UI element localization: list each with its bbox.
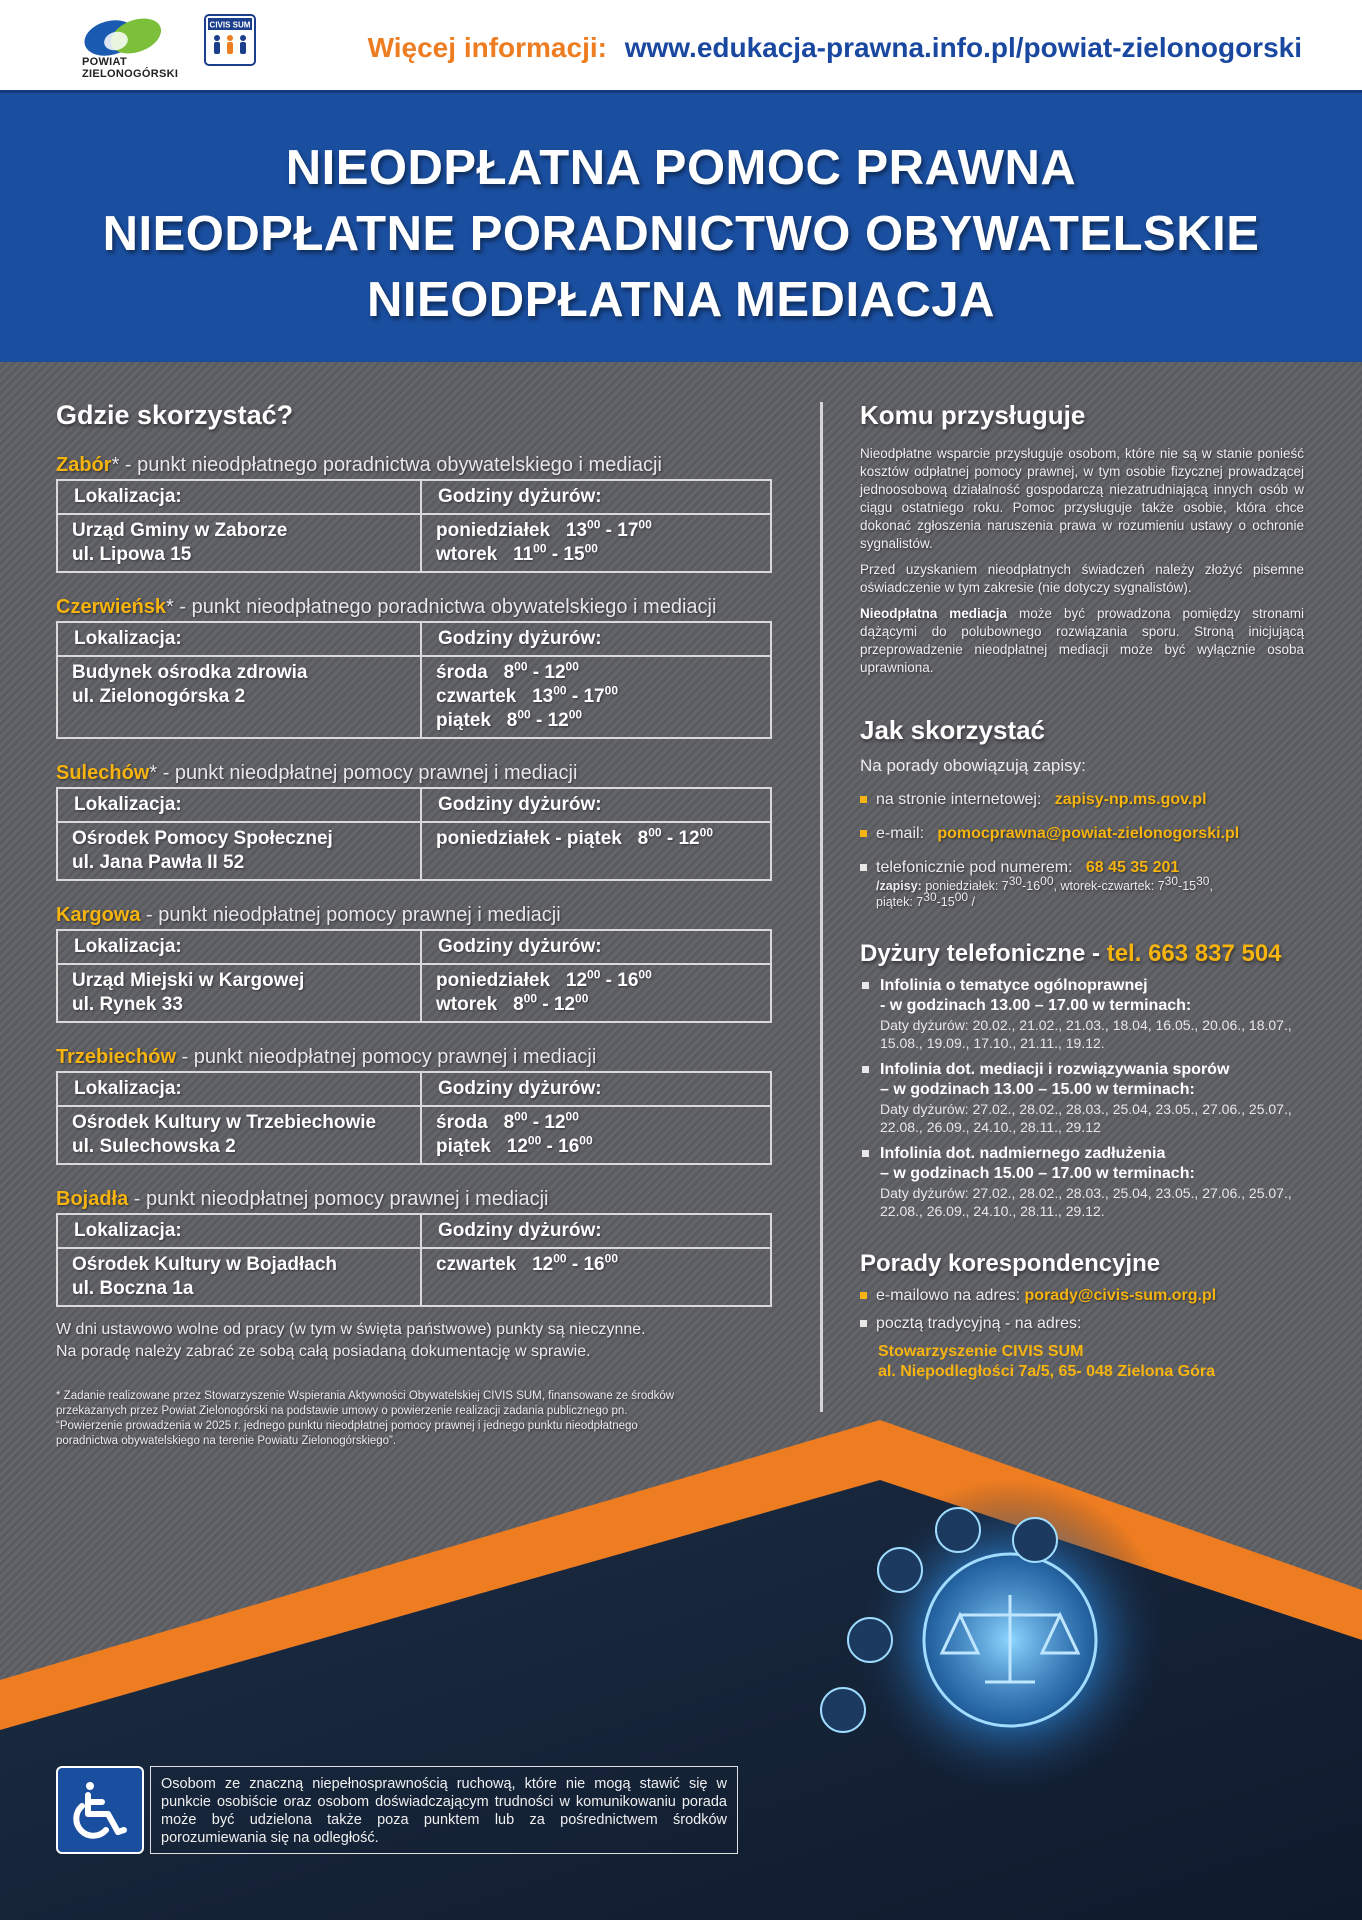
column-divider — [820, 402, 823, 1412]
place-heading — [56, 595, 772, 619]
accessibility-notice: Osobom ze znaczną niepełnosprawnością ruchową, które nie mogą stawić się w punkcie osobiście oraz osobom doświadczającym trudności w komunikowaniu porada może być udzielona także poza punktem lub za pośrednictwem środków porozumiewania się na odległość. — [150, 1766, 738, 1854]
phone-hours-label: /zapisy: — [876, 879, 922, 893]
town-name: Trzebiechów — [56, 1046, 177, 1068]
col-hours-header: Godziny dyżurów: — [421, 1072, 771, 1106]
who-paragraph-1: Nieodpłatne wsparcie przysługuje osobom, które nie są w stanie ponieść kosztów odpłatnej pomocy prawnej, w tym osobie fizycznej prowadzącej jednoosobową działalność gospodarczą niezatrudniającą innych osób w ciągu ostatniego roku. Pomoc przysługuje także osobie, która chce dokonać zgłoszenia naruszenia prawa w rozumieniu ustawy o ochronie sygnalistów. — [860, 446, 1304, 551]
banner-title-3: NIEODPŁATNA MEDIACJA — [367, 273, 995, 327]
place-description: - punkt nieodpłatnej pomocy prawnej i mediacji — [157, 762, 578, 784]
location-name: Urząd Miejski w Kargowej — [72, 970, 305, 991]
hours-cell — [421, 1106, 771, 1164]
hours-cell — [421, 514, 771, 572]
postal-address — [860, 1342, 1304, 1382]
hours-line: piątek $8^{00} - 12^{00}$ — [436, 707, 583, 731]
powiat-logo-icon — [80, 16, 190, 86]
civis-logo-text: CIVIS SUM — [209, 20, 251, 30]
banner-title-1: NIEODPŁATNA POMOC PRAWNA — [285, 141, 1077, 195]
section-title-correspondence: Porady korespondencyjne — [860, 1250, 1161, 1277]
footnote: * Zadanie realizowane przez Stowarzyszenie Wspierania Aktywności Obywatelskiej CIVIS SUM, finansowane ze środków przekazanych przez Powiat Zielonogórski na podstawie umowy o powierzenie realizacji zadania publicznego pn. “Powierzenie prowadzenia w 2025 r. jednego punktu nieodpłatnej pomocy prawnej i jednego punktu nieodpłatnego poradnictwa obywatelskiego na terenie Powiatu Zielonogórskiego”. — [56, 1390, 675, 1447]
location-name: Ośrodek Pomocy Społecznej — [72, 828, 333, 849]
location-cell — [57, 656, 421, 738]
section-title-duty — [860, 940, 1304, 968]
hours-line: poniedziałek $13^{00} - 17^{00}$ — [436, 517, 652, 541]
right-column — [860, 400, 1304, 1382]
location-table — [56, 1071, 772, 1165]
duty-phone[interactable]: tel. 663 837 504 — [1106, 940, 1282, 967]
place-description: - punkt nieodpłatnej pomocy prawnej i mediacji — [176, 1046, 597, 1068]
col-location-header: Lokalizacja: — [57, 1072, 421, 1106]
place-heading — [56, 1187, 772, 1211]
col-hours-header: Godziny dyżurów: — [421, 480, 771, 514]
title-banner — [0, 90, 1362, 362]
place-description: - punkt nieodpłatnej pomocy prawnej i mediacji — [140, 904, 561, 926]
place-heading — [56, 1045, 772, 1069]
note-documents: Na poradę należy zabrać ze sobą całą posiadaną dokumentację w sprawie. — [56, 1343, 591, 1360]
location-name: Ośrodek Kultury w Trzebiechowie — [72, 1112, 377, 1133]
civis-sum-logo-icon — [204, 14, 264, 82]
location-cell — [57, 1248, 421, 1306]
location-address: ul. Zielonogórska 2 — [72, 686, 246, 707]
section-title-who: Komu przysługuje — [860, 400, 1086, 430]
location-cell — [57, 1106, 421, 1164]
location-cell — [57, 514, 421, 572]
col-hours-header: Godziny dyżurów: — [421, 788, 771, 822]
email-link[interactable]: pomocprawna@powiat-zielonogorski.pl — [937, 825, 1240, 842]
col-location-header: Lokalizacja: — [57, 480, 421, 514]
location-address: ul. Lipowa 15 — [72, 544, 192, 565]
duty-hours: - w godzinach 13.00 – 17.00 w terminach: — [880, 997, 1192, 1014]
town-name: Sulechów — [56, 762, 150, 784]
hours-line: wtorek $8^{00} - 12^{00}$ — [436, 991, 589, 1015]
place-description: - punkt nieodpłatnego poradnictwa obywatelskiego i mediacji — [119, 454, 662, 476]
address-line-2: al. Niepodległości 7a/5, 65- 048 Zielona Góra — [878, 1363, 1216, 1380]
logo-powiat-line2: ZIELONOGÓRSKI — [82, 68, 179, 80]
location-address: ul. Sulechowska 2 — [72, 1136, 236, 1157]
location-address: ul. Rynek 33 — [72, 994, 183, 1015]
duty-dates: Daty dyżurów: 20.02., 21.02., 21.03., 18.04, 16.05., 20.06., 18.07., 15.08., 19.09., 17.10., 21.11., 19.12. — [880, 1017, 1292, 1051]
web-link[interactable]: zapisy-np.ms.gov.pl — [1054, 791, 1207, 808]
duty-hours: – w godzinach 13.00 – 15.00 w terminach: — [880, 1081, 1195, 1098]
who-paragraph-3 — [860, 605, 1304, 677]
hours-line: czwartek $13^{00} - 17^{00}$ — [436, 683, 618, 707]
location-name: Budynek ośrodka zdrowia — [72, 662, 308, 683]
note-holidays: W dni ustawowo wolne od pracy (w tym w święta państwowe) punkty są nieczynne. — [56, 1321, 646, 1338]
location-cell — [57, 964, 421, 1022]
town-name: Bojadła — [56, 1188, 129, 1210]
duty-dates: Daty dyżurów: 27.02., 28.02., 28.03., 25.04, 23.05., 27.06., 25.07., 22.08., 26.09., 24.10., 28.11., 29.12 — [880, 1101, 1292, 1135]
hours-line: poniedziałek - piątek $8^{00} - 12^{00}$ — [436, 825, 713, 849]
location-address: ul. Jana Pawła II 52 — [72, 852, 245, 873]
hours-line: środa $8^{00} - 12^{00}$ — [436, 659, 579, 683]
info-url-link[interactable]: www.edukacja-prawna.info.pl/powiat-zielonogorski — [624, 32, 1302, 63]
asterisk: * — [149, 762, 158, 784]
location-table — [56, 787, 772, 881]
col-location-header: Lokalizacja: — [57, 1214, 421, 1248]
town-name: Czerwieńsk — [56, 596, 167, 618]
phone-number[interactable]: 68 45 35 201 — [1085, 859, 1180, 876]
town-name: Kargowa — [56, 904, 141, 926]
mediation-bold: Nieodpłatna mediacja — [860, 606, 1008, 621]
banner-title-2: NIEODPŁATNE PORADNICTWO OBYWATELSKIE — [102, 207, 1260, 261]
phone-label: telefonicznie pod numerem: — [876, 859, 1073, 876]
logo-powiat-line1: POWIAT — [82, 56, 127, 68]
col-location-header: Lokalizacja: — [57, 622, 421, 656]
hours-cell — [421, 964, 771, 1022]
col-hours-header: Godziny dyżurów: — [421, 1214, 771, 1248]
how-subtitle: Na porady obowiązują zapisy: — [860, 756, 1086, 775]
duty-title: Dyżury telefoniczne - — [860, 940, 1107, 967]
hours-cell — [421, 656, 771, 738]
left-column — [56, 400, 772, 1449]
col-hours-header: Godziny dyżurów: — [421, 930, 771, 964]
asterisk: * — [111, 454, 120, 476]
list-item-phone — [860, 858, 1304, 910]
section-title-how: Jak skorzystać — [860, 715, 1046, 745]
header-info — [368, 32, 1302, 64]
duty-heading: Infolinia dot. nadmiernego zadłużenia — [880, 1145, 1166, 1162]
hours-line: piątek $12^{00} - 16^{00}$ — [436, 1133, 593, 1157]
col-location-header: Lokalizacja: — [57, 788, 421, 822]
web-label: na stronie internetowej: — [876, 791, 1042, 808]
list-item-corr-email — [860, 1286, 1304, 1306]
duty-item — [860, 1060, 1304, 1136]
hours-cell — [421, 1248, 771, 1306]
asterisk: * — [166, 596, 174, 618]
list-item-post — [860, 1314, 1304, 1334]
place-heading — [56, 761, 772, 785]
col-location-header: Lokalizacja: — [57, 930, 421, 964]
corr-email-label: e-mailowo na adres: — [876, 1287, 1021, 1304]
location-cell — [57, 822, 421, 880]
hours-line: czwartek $12^{00} - 16^{00}$ — [436, 1251, 618, 1275]
hours-line: poniedziałek $12^{00} - 16^{00}$ — [436, 967, 652, 991]
corr-email-link[interactable]: porady@civis-sum.org.pl — [1024, 1287, 1217, 1304]
closing-notes — [56, 1319, 772, 1363]
location-table — [56, 621, 772, 739]
location-name: Ośrodek Kultury w Bojadłach — [72, 1254, 337, 1275]
wheelchair-icon — [56, 1766, 144, 1854]
duty-item — [860, 1144, 1304, 1220]
list-item-email — [860, 824, 1304, 844]
duty-heading: Infolinia dot. mediacji i rozwiązywania sporów — [880, 1061, 1230, 1078]
hours-line: środa $8^{00} - 12^{00}$ — [436, 1109, 579, 1133]
place-heading — [56, 903, 772, 927]
place-heading — [56, 453, 772, 477]
location-name: Urząd Gminy w Zaborze — [72, 520, 288, 541]
town-name: Zabór — [56, 454, 112, 476]
place-description: - punkt nieodpłatnego poradnictwa obywatelskiego i mediacji — [173, 596, 717, 618]
location-table — [56, 479, 772, 573]
mediation-rest: może być prowadzona pomiędzy stronami dążącymi do polubownego rozwiązania sporu. Stroną inicjującą przeprowadzenie nieodpłatnej mediacji może być wyłącznie osoba uprawniona. — [860, 606, 1304, 675]
location-table — [56, 1213, 772, 1307]
info-label: Więcej informacji: — [367, 32, 607, 63]
header — [0, 0, 1362, 90]
address-line-1: Stowarzyszenie CIVIS SUM — [878, 1343, 1084, 1360]
post-label: pocztą tradycyjną - na adres: — [876, 1315, 1082, 1332]
location-table — [56, 929, 772, 1023]
location-address: ul. Boczna 1a — [72, 1278, 194, 1299]
place-description: - punkt nieodpłatnej pomocy prawnej i mediacji — [128, 1188, 549, 1210]
duty-item — [860, 976, 1304, 1052]
email-label: e-mail: — [876, 825, 925, 842]
hours-line: wtorek $11^{00} - 15^{00}$ — [436, 541, 598, 565]
duty-hours: – w godzinach 15.00 – 17.00 w terminach: — [880, 1165, 1195, 1182]
hours-cell — [421, 822, 771, 880]
col-hours-header: Godziny dyżurów: — [421, 622, 771, 656]
phone-hours: /zapisy: poniedziałek: $7^{30}-16^{00}$, wtorek-czwartek: $7^{30}-15^{30}$, piątek: $7^{30}-15^{00}$ / — [876, 873, 1213, 909]
section-title-where: Gdzie skorzystać? — [56, 400, 294, 430]
duty-dates: Daty dyżurów: 27.02., 28.02., 28.03., 25.04, 23.05., 27.06., 25.07., 22.08., 26.09., 24.10., 28.11., 29.12. — [880, 1185, 1292, 1219]
list-item-web — [860, 790, 1304, 810]
who-paragraph-2: Przed uzyskaniem nieodpłatnych świadczeń należy złożyć pisemne oświadczenie w tym zakresie (nie dotyczy sygnalistów). — [860, 562, 1304, 595]
duty-heading: Infolinia o tematyce ogólnoprawnej — [880, 977, 1148, 994]
